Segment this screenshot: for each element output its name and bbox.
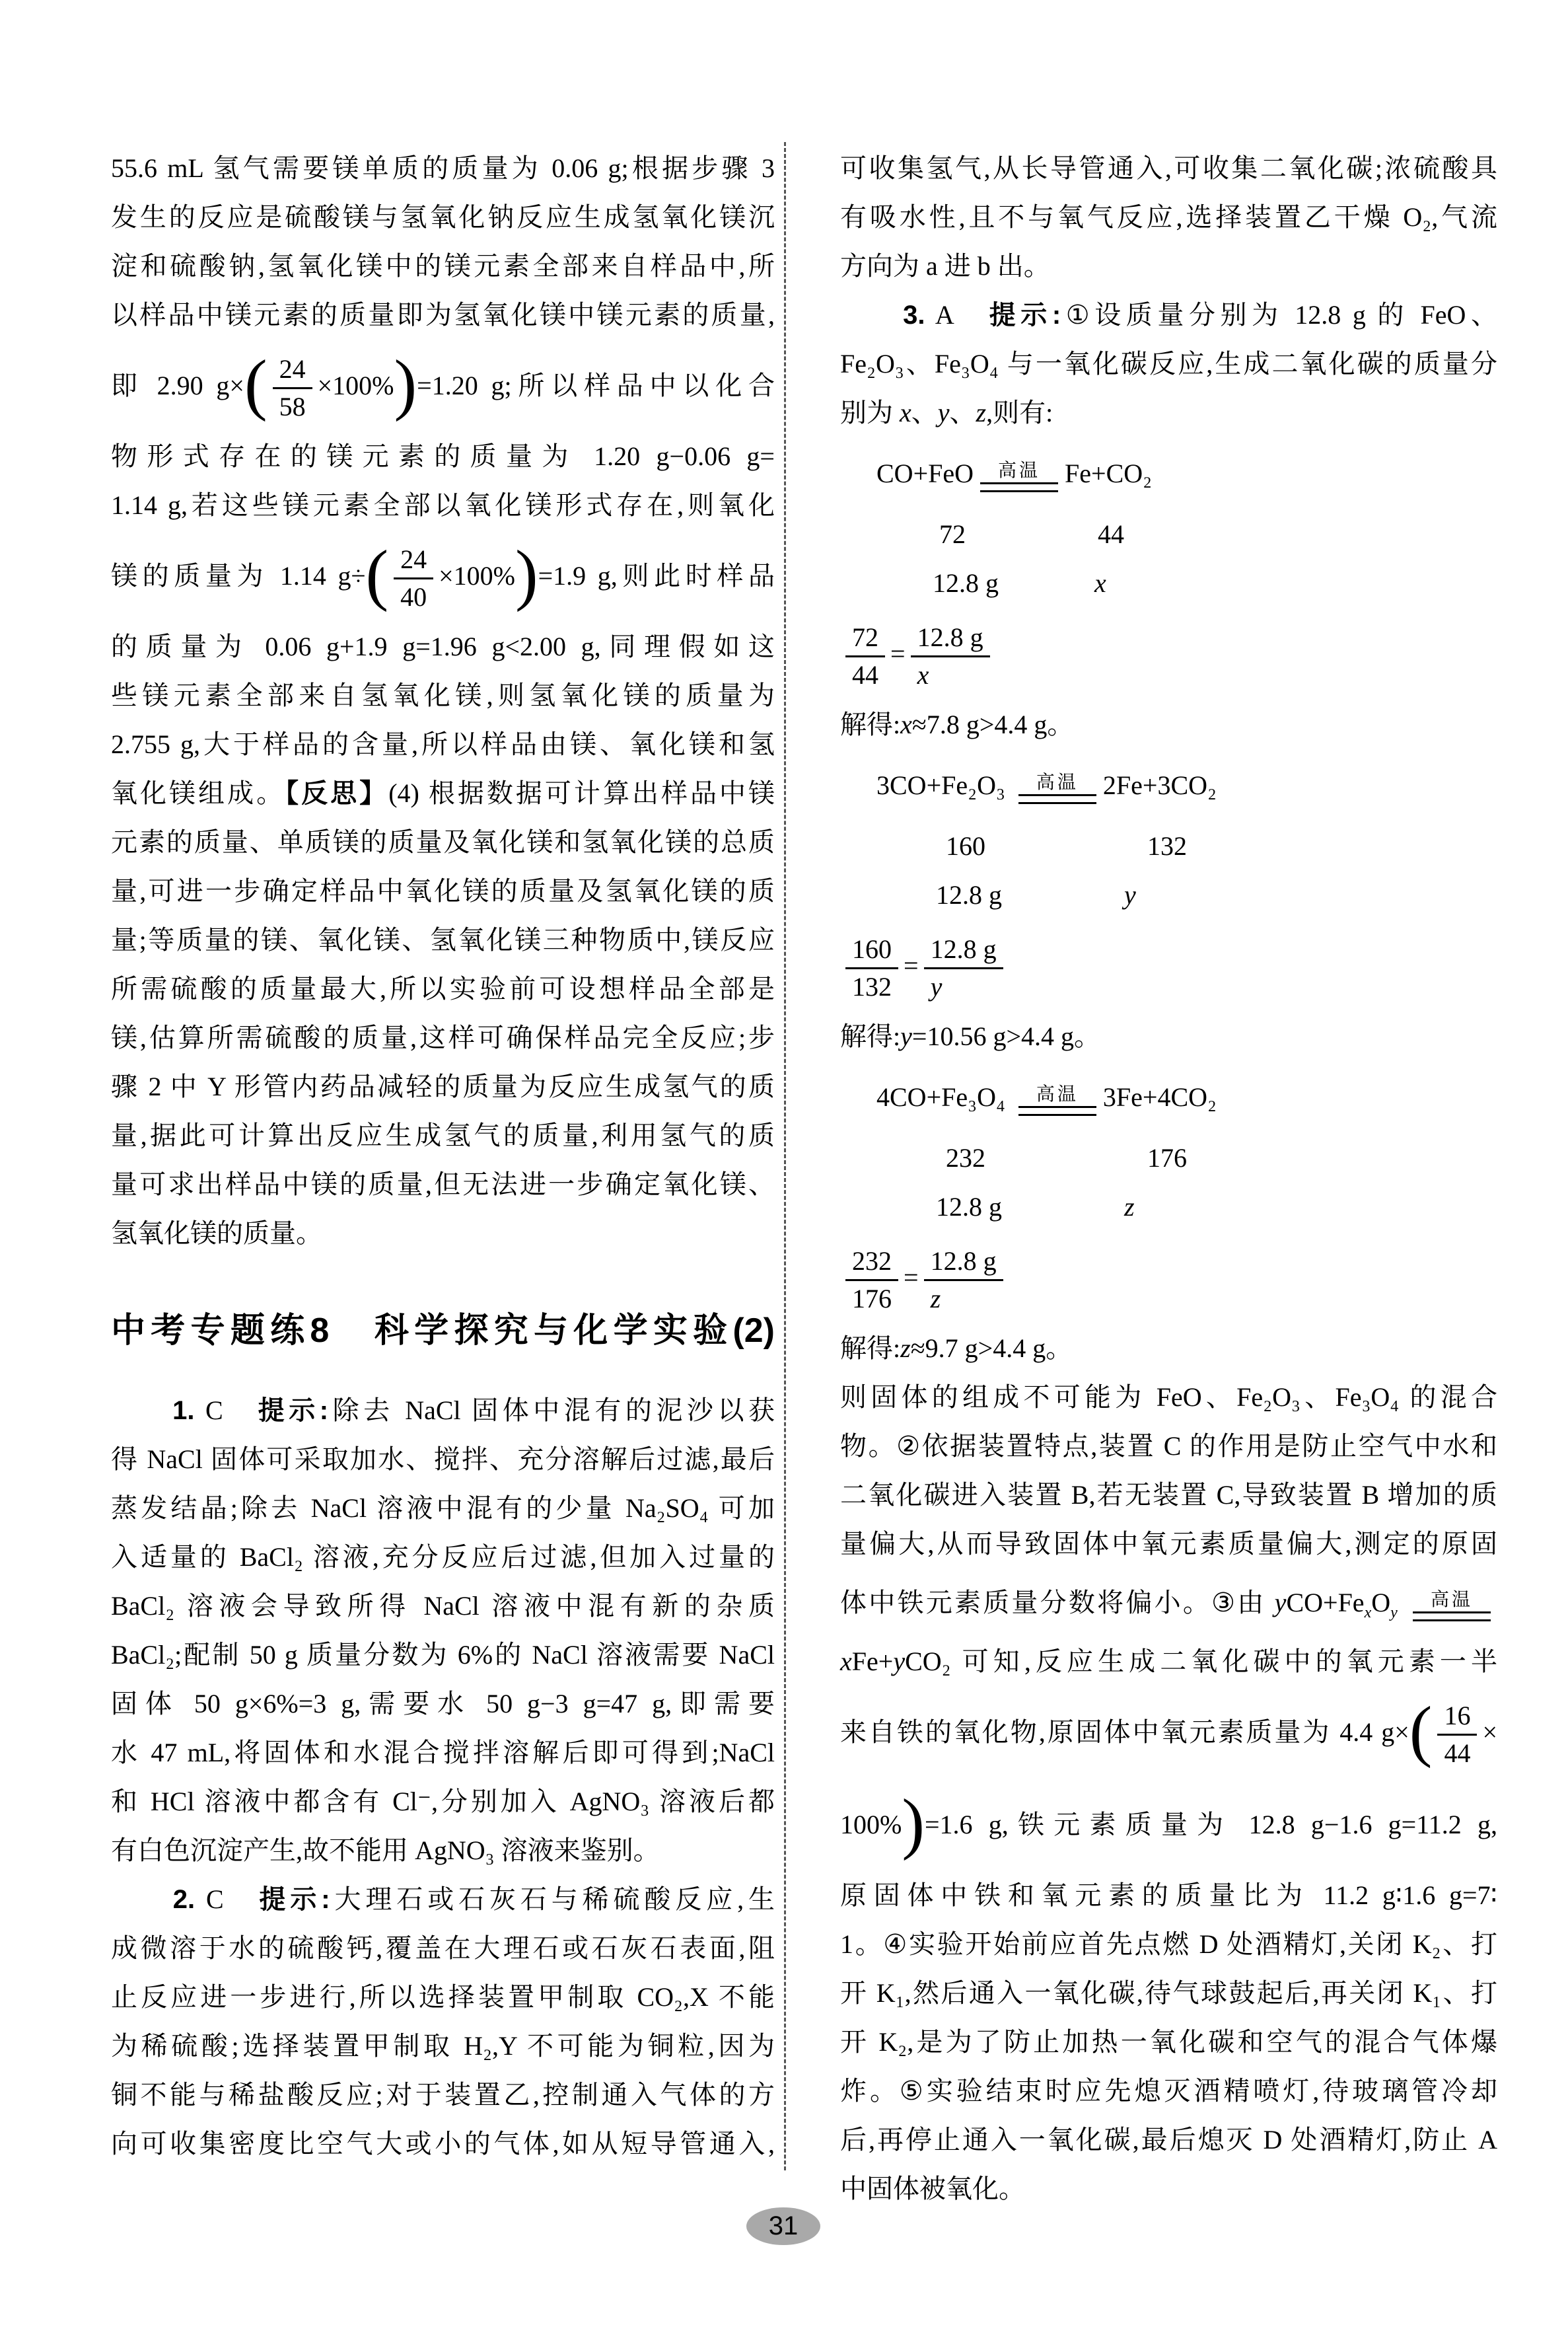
text-run — [840, 300, 903, 330]
text-run: 2Fe+3CO₂ — [1102, 770, 1217, 800]
fraction-denominator: x — [917, 660, 929, 690]
text-run: ≈9.7 g>4.4 g。 — [910, 1333, 1073, 1363]
text-line — [840, 700, 1497, 749]
fraction-denominator: 44 — [1444, 1738, 1471, 1769]
text-run: CO+FeO — [876, 459, 974, 488]
bold-label: 提示: — [989, 301, 1061, 330]
fraction-denominator: y — [930, 972, 943, 1002]
text-run: CO+Fe — [1286, 1588, 1365, 1617]
big-right-paren: ) — [902, 1785, 925, 1861]
text-run: A — [925, 300, 989, 330]
text-line: 开 K₁,然后通入一氧化碳,待气球鼓起后,再关闭 K₁、打 — [840, 1978, 1497, 2008]
text-run: O — [1371, 1588, 1391, 1617]
double-bar — [1413, 1611, 1491, 1621]
text-run: 氧化镁组成。 — [111, 778, 286, 808]
text-line: 量偏大,从而导致固体中氧元素质量偏大,测定的原固 — [840, 1529, 1497, 1559]
big-left-paren: ( — [244, 346, 267, 422]
math-variable: y — [1274, 1588, 1287, 1617]
text-line — [840, 1637, 1497, 1686]
paragraph — [111, 1875, 775, 2168]
text-line — [840, 749, 1497, 822]
text-run: ≈7.8 g>4.4 g。 — [911, 710, 1074, 739]
spacer — [1002, 903, 1124, 904]
text-line: 蒸发结晶;除去 NaCl 溶液中混有的少量 Na₂SO₄ 可加 — [111, 1493, 775, 1523]
math-variable: x — [1094, 568, 1106, 598]
fraction — [845, 1245, 898, 1315]
text-run: 12.8 g — [936, 880, 1002, 910]
text-run: × — [1482, 1717, 1497, 1747]
text-line: 量;等质量的镁、氧化镁、氢氧化镁三种物质中,镁反应 — [111, 925, 775, 955]
text-line: BaCl₂;配制 50 g 质量分数为 6%的 NaCl 溶液需要 NaCl — [111, 1640, 775, 1670]
paragraph — [840, 144, 1497, 291]
text-run: 176 — [1147, 1143, 1187, 1173]
text-line: 原固体中铁和氧元素的质量比为 11.2 g∶1.6 g=7∶ — [840, 1880, 1497, 1910]
text-run: 12.8 g — [933, 568, 999, 598]
reaction-condition-equals — [980, 460, 1058, 492]
fraction-numerator: 160 — [845, 934, 898, 969]
text-run: (4) 根据数据可计算出样品中镁 — [388, 778, 775, 808]
text-line: 铜不能与稀盐酸反应;对于装置乙,控制通入气体的方 — [111, 2080, 775, 2110]
page-number-badge — [746, 2207, 820, 2245]
text-line: 物形式存在的镁元素的质量为 1.20 g−0.06 g= — [111, 441, 775, 471]
text-run: =1.9 g,则此时样品 — [538, 561, 775, 591]
fraction-denominator: z — [930, 1284, 941, 1314]
text-line: 则固体的组成不可能为 FeO、Fe₂O₃、Fe₃O₄ 的混合 — [840, 1382, 1497, 1412]
big-right-paren: ) — [515, 536, 538, 612]
condition-label: 高温 — [1036, 1084, 1079, 1105]
text-line: 氢氧化镁的质量。 — [111, 1218, 322, 1248]
text-run: 别为 — [840, 398, 900, 427]
paragraph — [840, 749, 1497, 1061]
text-line — [840, 388, 1497, 437]
text-run: 3Fe+4CO₂ — [1102, 1082, 1217, 1112]
fraction — [845, 934, 898, 1003]
paragraph — [840, 437, 1497, 749]
text-line: 镁,估算所需硫酸的质量,这样可确保样品完全反应;步 — [111, 1023, 775, 1052]
text-line — [840, 822, 1497, 871]
math-subscript: y — [1390, 1604, 1398, 1621]
text-run: ×100% — [439, 561, 515, 591]
right-column — [840, 144, 1497, 2213]
text-line: 固体 50 g×6%=3 g,需要水 50 g−3 g=47 g,即需要 — [111, 1689, 775, 1718]
text-line: 1.14 g,若这些镁元素全部以氧化镁形式存在,则氧化 — [111, 490, 775, 520]
text-line: Fe₂O₃、Fe₃O₄ 与一氧化碳反应,生成二氧化碳的质量分 — [840, 349, 1497, 379]
fraction-numerator: 12.8 g — [911, 622, 990, 657]
text-line — [840, 608, 1497, 700]
text-line: 后,再停止通入一氧化碳,最后熄灭 D 处酒精灯,防止 A — [840, 2125, 1497, 2155]
reaction-condition-equals — [1018, 1084, 1096, 1116]
fraction-denominator: 40 — [400, 582, 427, 612]
fraction-numerator: 16 — [1437, 1700, 1477, 1736]
fraction-denominator: 176 — [852, 1284, 892, 1314]
paragraph — [111, 1386, 775, 1875]
text-line: 方向为 a 进 b 出。 — [840, 251, 1050, 281]
text-line: 水 47 mL,将固体和水混合搅拌溶解后即可得到;NaCl — [111, 1738, 775, 1767]
paragraph — [840, 1373, 1497, 2213]
text-run: 100% — [840, 1810, 902, 1839]
spacer — [1002, 1215, 1124, 1216]
fraction — [845, 622, 885, 691]
text-run: 镁的质量为 1.14 g÷ — [111, 561, 366, 591]
reaction-condition-equals — [1018, 772, 1096, 804]
text-run: = — [904, 1263, 919, 1292]
fraction-denominator: 58 — [279, 392, 306, 422]
reaction-condition-equals — [1413, 1589, 1491, 1621]
text-line — [840, 1183, 1497, 1232]
text-line: 有白色沉淀产生,故不能用 AgNO₃ 溶液来鉴别。 — [111, 1835, 660, 1865]
text-line — [840, 1568, 1497, 1637]
text-line: 量,可进一步确定样品中氧化镁的质量及氢氧化镁的质 — [111, 876, 775, 906]
fraction — [1437, 1700, 1477, 1769]
spacer — [966, 542, 1098, 543]
text-line: 发生的反应是硫酸镁与氢氧化钠反应生成氢氧化镁沉 — [111, 202, 775, 232]
math-variable: y — [937, 398, 950, 427]
text-line: 入适量的 BaCl₂ 溶液,充分反应后过滤,但加入过量的 — [111, 1542, 775, 1572]
text-run: 除去 NaCl 固体中混有的泥沙以获 — [328, 1395, 775, 1425]
fraction-numerator: 24 — [394, 544, 433, 579]
spacer — [985, 1166, 1147, 1167]
text-run: 4CO+Fe₃O₄ — [876, 1082, 1012, 1112]
math-variable: x — [840, 1646, 852, 1676]
text-line — [111, 530, 775, 622]
math-variable: z — [976, 398, 987, 427]
text-run: Fe+ — [851, 1646, 894, 1676]
text-line: 骤 2 中 Y 形管内药品减轻的质量为反应生成氢气的质 — [111, 1072, 775, 1101]
text-run: 44 — [1098, 519, 1124, 549]
text-run: 160 — [946, 831, 985, 861]
text-run: 解得: — [840, 710, 901, 739]
fraction — [924, 934, 1003, 1003]
paragraph — [111, 144, 775, 1258]
text-line — [840, 1779, 1497, 1871]
text-line: 成微溶于水的硫酸钙,覆盖在大理石或石灰石表面,阻 — [111, 1933, 775, 1963]
text-line — [840, 437, 1497, 510]
text-run: 体中铁元素质量分数将偏小。③由 — [840, 1588, 1275, 1617]
big-left-paren: ( — [365, 536, 389, 612]
text-run: 12.8 g — [936, 1192, 1002, 1222]
condition-label: 高温 — [1431, 1590, 1474, 1611]
text-line: 以样品中镁元素的质量即为氢氧化镁中镁元素的质量, — [111, 300, 775, 330]
text-run: 3CO+Fe₂O₃ — [876, 770, 1012, 800]
text-run: = — [904, 951, 919, 980]
paragraph — [840, 291, 1497, 437]
text-run: =10.56 g>4.4 g。 — [911, 1021, 1101, 1051]
text-run — [111, 1884, 173, 1914]
math-subscript: x — [1364, 1604, 1372, 1621]
text-run: C — [194, 1395, 258, 1425]
bold-label: 1. — [172, 1396, 195, 1425]
text-line: 可收集氢气,从长导管通入,可收集二氧化碳;浓硫酸具 — [840, 153, 1497, 183]
text-run: 来自铁的氧化物,原固体中氧元素质量为 4.4 g× — [840, 1717, 1409, 1747]
fraction-denominator: 132 — [852, 972, 892, 1002]
bold-label: 2. — [172, 1885, 196, 1914]
text-line: 得 NaCl 固体可采取加水、搅拌、充分溶解后过滤,最后 — [111, 1444, 775, 1474]
text-line — [840, 559, 1497, 608]
text-line: 炸。⑤实验结束时应先熄灭酒精喷灯,待玻璃管冷却 — [840, 2076, 1497, 2106]
bold-label: 提示: — [259, 1885, 330, 1914]
text-line: 55.6 mL 氢气需要镁单质的质量为 0.06 g;根据步骤 3 — [111, 153, 775, 183]
spacer — [840, 542, 939, 543]
text-line — [840, 1012, 1497, 1061]
text-line: 2.755 g,大于样品的含量,所以样品由镁、氧化镁和氢 — [111, 729, 775, 759]
text-run: 大理石或石灰石与稀硫酸反应,生 — [330, 1884, 775, 1914]
text-run: ①设质量分别为 12.8 g 的 FeO、 — [1061, 300, 1498, 330]
text-line: BaCl₂ 溶液会导致所得 NaCl 溶液中混有新的杂质 — [111, 1591, 775, 1621]
text-run: 解得: — [840, 1021, 901, 1051]
math-variable: x — [900, 398, 911, 427]
text-run: = — [890, 639, 906, 669]
text-run: 132 — [1147, 831, 1187, 861]
text-run: Fe+CO₂ — [1065, 459, 1153, 488]
text-line — [111, 1875, 775, 1924]
text-line — [111, 769, 775, 818]
text-line — [840, 1061, 1497, 1134]
text-line — [840, 510, 1497, 559]
text-line: 元素的质量、单质镁的质量及氧化镁和氢氧化镁的总质 — [111, 827, 775, 857]
text-run: 即 2.90 g× — [111, 371, 244, 400]
text-line — [840, 1232, 1497, 1324]
spacer — [840, 1215, 936, 1216]
text-run — [111, 1395, 172, 1425]
text-line — [840, 291, 1497, 340]
text-line — [840, 871, 1497, 920]
fraction — [394, 544, 433, 613]
math-variable: y — [900, 1021, 912, 1051]
fraction-numerator: 12.8 g — [924, 1245, 1003, 1281]
fraction-numerator: 12.8 g — [924, 934, 1003, 969]
text-run: 、 — [911, 398, 938, 427]
double-bar — [980, 482, 1058, 492]
text-line: 物。②依据装置特点,装置 C 的作用是防止空气中水和 — [840, 1431, 1497, 1461]
text-line: 开 K₂,是为了防止加热一氧化碳和空气的混合气体爆 — [840, 2027, 1497, 2057]
text-line: 向可收集密度比空气大或小的气体,如从短导管通入, — [111, 2129, 775, 2159]
spacer — [840, 1166, 946, 1167]
text-run: =1.20 g;所以样品中以化合 — [417, 371, 775, 400]
text-run — [1398, 1588, 1406, 1617]
condition-label: 高温 — [998, 461, 1041, 482]
text-line — [111, 340, 775, 432]
text-line: 淀和硫酸钠,氢氧化镁中的镁元素全部来自样品中,所 — [111, 251, 775, 281]
math-variable: y — [1124, 880, 1136, 910]
text-line — [840, 1686, 1497, 1779]
text-line: 的质量为 0.06 g+1.9 g=1.96 g<2.00 g,同理假如这 — [111, 632, 775, 661]
text-run: 、 — [949, 398, 976, 427]
text-run: 解得: — [840, 1333, 901, 1363]
spacer — [840, 854, 946, 855]
text-line: 二氧化碳进入装置 B,若无装置 C,导致装置 B 增加的质 — [840, 1480, 1497, 1510]
text-run: ,则有: — [986, 398, 1053, 427]
math-variable: z — [1124, 1192, 1135, 1222]
big-right-paren: ) — [394, 346, 417, 422]
text-line: 止反应进一步进行,所以选择装置甲制取 CO₂,X 不能 — [111, 1982, 775, 2012]
text-run: 72 — [939, 519, 966, 549]
page-number: 31 — [768, 2211, 799, 2240]
bold-label: 3. — [903, 301, 925, 330]
spacer — [840, 903, 936, 904]
text-line: 量,据此可计算出反应生成氢气的质量,利用氢气的质 — [111, 1121, 775, 1150]
big-left-paren: ( — [1409, 1692, 1433, 1769]
text-line: 中固体被氧化。 — [840, 2174, 1025, 2203]
bold-label: 【反思】 — [285, 779, 389, 808]
double-bar — [1018, 794, 1096, 804]
fraction — [924, 1245, 1003, 1315]
math-variable: z — [900, 1333, 911, 1363]
fraction-numerator: 24 — [273, 353, 312, 389]
fraction-numerator: 232 — [845, 1245, 898, 1281]
bold-label: 提示: — [258, 1396, 329, 1425]
text-run: ×100% — [317, 371, 394, 400]
text-line: 所需硫酸的质量最大,所以实验前可设想样品全部是 — [111, 974, 775, 1004]
spacer — [999, 591, 1094, 592]
fraction — [911, 622, 990, 691]
text-line: 和 HCl 溶液中都含有 Cl⁻,分别加入 AgNO₃ 溶液后都 — [111, 1787, 775, 1816]
text-line: 有吸水性,且不与氧气反应,选择装置乙干燥 O₂,气流 — [840, 202, 1497, 232]
text-line: 1。④实验开始前应首先点燃 D 处酒精灯,关闭 K₂、打 — [840, 1929, 1497, 1959]
left-column — [111, 144, 775, 2168]
condition-label: 高温 — [1036, 772, 1079, 793]
text-run: 232 — [946, 1143, 985, 1173]
text-run: C — [195, 1884, 260, 1914]
text-line — [840, 1134, 1497, 1183]
spacer — [985, 854, 1147, 855]
text-line — [111, 1386, 775, 1435]
text-line — [840, 920, 1497, 1012]
math-variable: y — [893, 1646, 906, 1676]
text-line: 些镁元素全部来自氢氧化镁,则氢氧化镁的质量为 — [111, 681, 775, 710]
fraction-denominator: 44 — [852, 660, 878, 690]
paragraph — [840, 1061, 1497, 1373]
column-divider — [784, 142, 786, 2170]
spacer — [840, 591, 933, 592]
section-header: 中考专题练8 科学探究与化学实验(2) — [111, 1311, 775, 1350]
text-line: 为稀硫酸;选择装置甲制取 H₂,Y 不可能为铜粒,因为 — [111, 2031, 775, 2061]
text-line — [840, 1324, 1497, 1373]
text-line: 量可求出样品中镁的质量,但无法进一步确定氧化镁、 — [111, 1169, 775, 1199]
fraction-numerator: 72 — [845, 622, 885, 657]
fraction — [273, 353, 312, 423]
text-run: =1.6 g,铁元素质量为 12.8 g−1.6 g=11.2 g, — [924, 1810, 1497, 1839]
double-bar — [1018, 1106, 1096, 1116]
text-run: CO₂ 可知,反应生成二氧化碳中的氧元素一半 — [905, 1646, 1497, 1676]
math-variable: x — [900, 710, 912, 739]
